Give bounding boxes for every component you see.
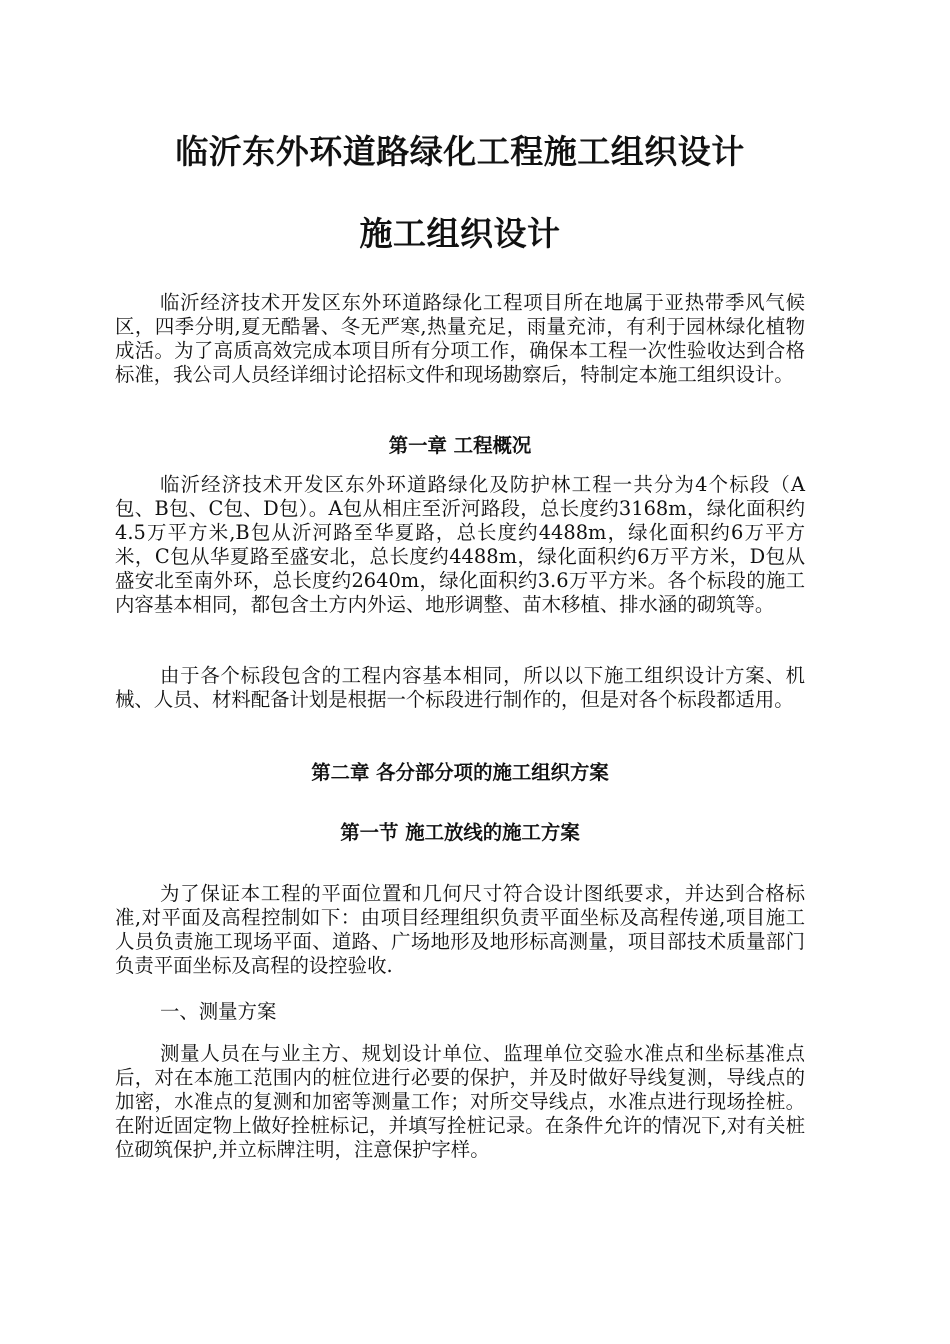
chapter-1-heading: 第一章 工程概况 <box>388 434 532 457</box>
chapter-1-paragraph-2: 由于各个标段包含的工程内容基本相同，所以以下施工组织设计方案、机械、人员、材料配备计划是根据一个标段进行制作的，但是对各个标段都适用。 <box>115 664 805 712</box>
section-1-heading: 第一节 施工放线的施工方案 <box>340 821 580 844</box>
section-1-paragraph-1: 为了保证本工程的平面位置和几何尺寸符合设计图纸要求，并达到合格标准,对平面及高程控制如下：由项目经理组织负责平面坐标及高程传递,项目施工人员负责施工现场平面、道路、广场地形及地形标高测量，项目部技术质量部门负责平面坐标及高程的设控验收. <box>115 882 805 978</box>
document-subtitle: 施工组织设计 <box>359 214 561 253</box>
chapter-2-heading: 第二章 各分部分项的施工组织方案 <box>311 761 609 784</box>
section-1-paragraph-2: 测量人员在与业主方、规划设计单位、监理单位交验水准点和坐标基准点后，对在本施工范围内的桩位进行必要的保护，并及时做好导线复测，导线点的加密，水准点的复测和加密等测量工作；对所交导线点，水准点进行现场拴桩。在附近固定物上做好拴桩标记，并填写拴桩记录。在条件允许的情况下,对有关桩位砌筑保护,并立标牌注明，注意保护字样。 <box>115 1042 805 1162</box>
document-title: 临沂东外环道路绿化工程施工组织设计 <box>175 132 745 171</box>
intro-paragraph: 临沂经济技术开发区东外环道路绿化工程项目所在地属于亚热带季风气候区，四季分明,夏无酷暑、冬无严寒,热量充足，雨量充沛，有利于园林绿化植物成活。为了高质高效完成本项目所有分项工作，确保本工程一次性验收达到合格标准，我公司人员经详细讨论招标文件和现场勘察后，特制定本施工组织设计。 <box>115 291 805 387</box>
chapter-1-paragraph-1: 临沂经济技术开发区东外环道路绿化及防护林工程一共分为4个标段（A包、B包、C包、D包）。A包从相庄至沂河路段，总长度约3168m，绿化面积约4.5万平方米,B包从沂河路至华夏路，总长度约4488m，绿化面积约6万平方米，C包从华夏路至盛安北，总长度约4488m，绿化面积约6万平方米，D包从盛安北至南外环，总长度约2640m，绿化面积约3.6万平方米。各个标段的施工内容基本相同，都包含土方内外运、地形调整、苗木移植、排水涵的砌筑等。 <box>115 473 805 617</box>
measurement-plan-item: 一、测量方案 <box>160 1000 277 1023</box>
